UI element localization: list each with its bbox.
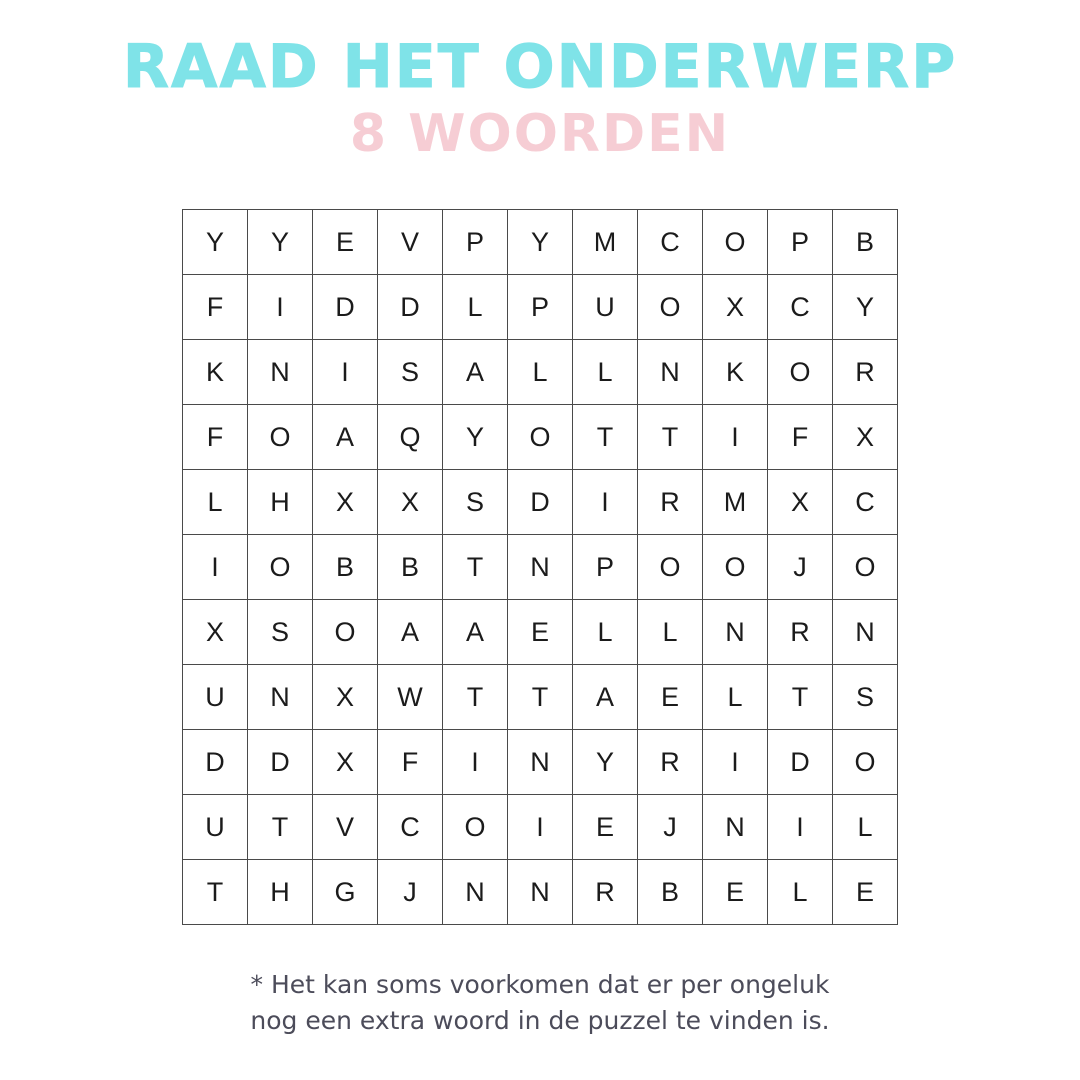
grid-cell[interactable]: F: [378, 730, 443, 795]
grid-cell[interactable]: F: [183, 405, 248, 470]
grid-cell[interactable]: P: [443, 210, 508, 275]
grid-cell[interactable]: O: [508, 405, 573, 470]
grid-cell[interactable]: N: [508, 860, 573, 925]
grid-cell[interactable]: A: [378, 600, 443, 665]
grid-cell[interactable]: X: [313, 470, 378, 535]
grid-row: [183, 665, 898, 730]
grid-cell[interactable]: L: [833, 795, 898, 860]
grid-cell[interactable]: V: [378, 210, 443, 275]
grid-row: [183, 340, 898, 405]
grid-cell[interactable]: U: [573, 275, 638, 340]
grid-cell[interactable]: K: [183, 340, 248, 405]
grid-cell[interactable]: A: [443, 340, 508, 405]
grid-cell[interactable]: S: [833, 665, 898, 730]
grid-cell[interactable]: L: [573, 600, 638, 665]
grid-cell[interactable]: L: [573, 340, 638, 405]
grid-cell[interactable]: I: [703, 730, 768, 795]
grid-cell[interactable]: P: [573, 535, 638, 600]
grid-cell[interactable]: O: [443, 795, 508, 860]
grid-cell[interactable]: B: [313, 535, 378, 600]
grid-cell[interactable]: T: [638, 405, 703, 470]
grid-cell[interactable]: I: [573, 470, 638, 535]
grid-cell[interactable]: I: [703, 405, 768, 470]
grid-cell[interactable]: O: [248, 405, 313, 470]
grid-cell[interactable]: L: [768, 860, 833, 925]
grid-row: [183, 470, 898, 535]
grid-cell[interactable]: N: [508, 535, 573, 600]
grid-cell[interactable]: F: [768, 405, 833, 470]
grid-cell[interactable]: N: [443, 860, 508, 925]
grid-row: [183, 860, 898, 925]
grid-cell[interactable]: X: [703, 275, 768, 340]
grid-cell[interactable]: O: [638, 535, 703, 600]
grid-cell[interactable]: A: [573, 665, 638, 730]
footnote: [250, 967, 829, 1040]
grid-cell[interactable]: A: [313, 405, 378, 470]
grid-cell[interactable]: R: [638, 470, 703, 535]
grid-row: [183, 275, 898, 340]
grid-row: [183, 210, 898, 275]
grid-row: [183, 600, 898, 665]
grid-cell[interactable]: E: [638, 665, 703, 730]
grid-cell[interactable]: N: [248, 340, 313, 405]
grid-cell[interactable]: I: [183, 535, 248, 600]
grid-cell[interactable]: J: [638, 795, 703, 860]
grid-cell[interactable]: Q: [378, 405, 443, 470]
grid-cell[interactable]: C: [638, 210, 703, 275]
grid-cell[interactable]: U: [183, 795, 248, 860]
grid-cell[interactable]: N: [703, 600, 768, 665]
grid-cell[interactable]: L: [703, 665, 768, 730]
footnote-line-1: * Het kan soms voorkomen dat er per ongeluk: [250, 970, 830, 1000]
grid-cell[interactable]: T: [183, 860, 248, 925]
grid-cell[interactable]: J: [768, 535, 833, 600]
grid-cell[interactable]: T: [443, 665, 508, 730]
grid-cell[interactable]: T: [573, 405, 638, 470]
grid-cell[interactable]: Y: [833, 275, 898, 340]
grid-cell[interactable]: I: [443, 730, 508, 795]
grid-row: [183, 535, 898, 600]
grid-cell[interactable]: S: [443, 470, 508, 535]
grid-cell[interactable]: X: [313, 730, 378, 795]
grid-cell[interactable]: N: [248, 665, 313, 730]
grid-cell[interactable]: B: [833, 210, 898, 275]
grid-cell[interactable]: X: [183, 600, 248, 665]
grid-cell[interactable]: C: [768, 275, 833, 340]
grid-cell[interactable]: L: [638, 600, 703, 665]
grid-cell[interactable]: Y: [508, 210, 573, 275]
grid-cell[interactable]: D: [183, 730, 248, 795]
grid-cell[interactable]: H: [248, 470, 313, 535]
grid-cell[interactable]: X: [378, 470, 443, 535]
grid-cell[interactable]: N: [508, 730, 573, 795]
grid-cell[interactable]: E: [833, 860, 898, 925]
grid-cell[interactable]: D: [248, 730, 313, 795]
grid-cell[interactable]: D: [768, 730, 833, 795]
grid-cell[interactable]: Y: [443, 405, 508, 470]
grid-cell[interactable]: J: [378, 860, 443, 925]
grid-cell[interactable]: S: [378, 340, 443, 405]
grid-cell[interactable]: X: [313, 665, 378, 730]
grid-cell[interactable]: O: [703, 535, 768, 600]
grid-cell[interactable]: R: [768, 600, 833, 665]
grid-cell[interactable]: S: [248, 600, 313, 665]
grid-cell[interactable]: N: [703, 795, 768, 860]
grid-cell[interactable]: E: [508, 600, 573, 665]
grid-cell[interactable]: P: [768, 210, 833, 275]
grid-cell[interactable]: I: [508, 795, 573, 860]
puzzle-grid-container: [182, 209, 898, 925]
grid-cell[interactable]: F: [183, 275, 248, 340]
grid-cell[interactable]: T: [508, 665, 573, 730]
grid-cell[interactable]: C: [378, 795, 443, 860]
grid-cell[interactable]: T: [443, 535, 508, 600]
grid-cell[interactable]: Y: [183, 210, 248, 275]
grid-cell[interactable]: Y: [573, 730, 638, 795]
grid-cell[interactable]: P: [508, 275, 573, 340]
grid-cell[interactable]: T: [768, 665, 833, 730]
page-title: RAAD HET ONDERWERP: [122, 32, 958, 102]
grid-cell[interactable]: N: [638, 340, 703, 405]
grid-cell[interactable]: R: [638, 730, 703, 795]
grid-cell[interactable]: Y: [248, 210, 313, 275]
grid-cell[interactable]: O: [833, 535, 898, 600]
grid-cell[interactable]: M: [703, 470, 768, 535]
grid-cell[interactable]: R: [833, 340, 898, 405]
grid-cell[interactable]: E: [703, 860, 768, 925]
grid-cell[interactable]: H: [248, 860, 313, 925]
word-search-grid[interactable]: [182, 209, 898, 925]
grid-cell[interactable]: L: [443, 275, 508, 340]
grid-cell[interactable]: O: [248, 535, 313, 600]
grid-cell[interactable]: C: [833, 470, 898, 535]
grid-cell[interactable]: I: [248, 275, 313, 340]
grid-cell[interactable]: B: [378, 535, 443, 600]
grid-cell[interactable]: D: [313, 275, 378, 340]
grid-cell[interactable]: W: [378, 665, 443, 730]
grid-cell[interactable]: T: [248, 795, 313, 860]
grid-cell[interactable]: X: [833, 405, 898, 470]
grid-cell[interactable]: O: [703, 210, 768, 275]
grid-cell[interactable]: G: [313, 860, 378, 925]
grid-cell[interactable]: A: [443, 600, 508, 665]
grid-cell[interactable]: N: [833, 600, 898, 665]
grid-row: [183, 405, 898, 470]
grid-row: [183, 795, 898, 860]
grid-cell[interactable]: R: [573, 860, 638, 925]
grid-cell[interactable]: E: [313, 210, 378, 275]
grid-cell[interactable]: L: [508, 340, 573, 405]
grid-cell[interactable]: B: [638, 860, 703, 925]
grid-cell[interactable]: D: [508, 470, 573, 535]
grid-row: [183, 730, 898, 795]
grid-cell[interactable]: O: [638, 275, 703, 340]
grid-cell[interactable]: E: [573, 795, 638, 860]
grid-cell[interactable]: I: [768, 795, 833, 860]
grid-cell[interactable]: U: [183, 665, 248, 730]
grid-cell[interactable]: M: [573, 210, 638, 275]
grid-cell[interactable]: L: [183, 470, 248, 535]
grid-cell[interactable]: O: [833, 730, 898, 795]
footnote-line-2: nog een extra woord in de puzzel te vinden is.: [250, 1006, 830, 1036]
grid-cell[interactable]: I: [313, 340, 378, 405]
grid-cell[interactable]: K: [703, 340, 768, 405]
grid-cell[interactable]: X: [768, 470, 833, 535]
grid-body: [183, 210, 898, 925]
grid-cell[interactable]: V: [313, 795, 378, 860]
grid-cell[interactable]: D: [378, 275, 443, 340]
grid-cell[interactable]: O: [768, 340, 833, 405]
page-subtitle: 8 WOORDEN: [349, 104, 731, 164]
grid-cell[interactable]: O: [313, 600, 378, 665]
